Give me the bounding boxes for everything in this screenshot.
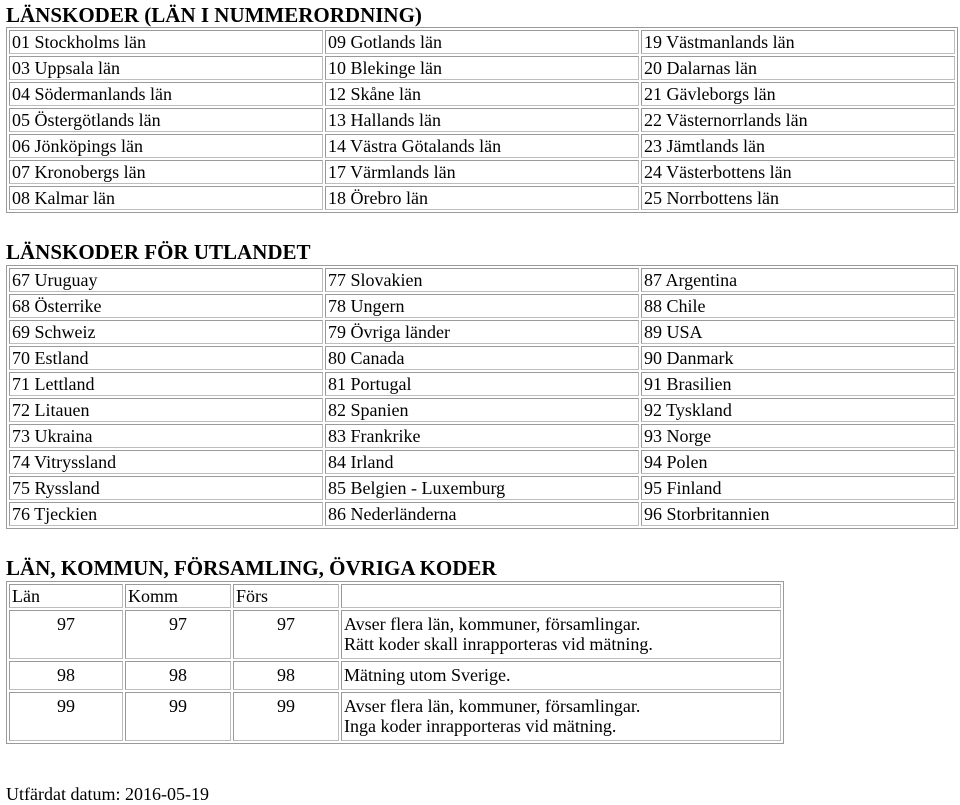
code-cell: 90 Danmark bbox=[641, 346, 955, 370]
code-cell: 94 Polen bbox=[641, 450, 955, 474]
table-row bbox=[9, 82, 955, 106]
code-cell: 96 Storbritannien bbox=[641, 502, 955, 526]
table-row bbox=[9, 502, 955, 526]
table-row bbox=[9, 346, 955, 370]
code-cell: 88 Chile bbox=[641, 294, 955, 318]
table-row bbox=[9, 372, 955, 396]
code-cell: 81 Portugal bbox=[325, 372, 639, 396]
code-cell: 22 Västernorrlands län bbox=[641, 108, 955, 132]
description-line: Mätning utom Sverige. bbox=[344, 665, 511, 685]
description-cell bbox=[341, 661, 781, 690]
description-line: Avser flera län, kommuner, församlingar. bbox=[344, 614, 641, 634]
code-cell: 70 Estland bbox=[9, 346, 323, 370]
table-row bbox=[9, 160, 955, 184]
code-cell: 69 Schweiz bbox=[9, 320, 323, 344]
table-row bbox=[9, 476, 955, 500]
lan-code-cell: 97 bbox=[9, 610, 123, 659]
code-cell: 89 USA bbox=[641, 320, 955, 344]
code-cell: 10 Blekinge län bbox=[325, 56, 639, 80]
other-codes-table bbox=[6, 581, 784, 744]
code-cell: 82 Spanien bbox=[325, 398, 639, 422]
code-cell: 76 Tjeckien bbox=[9, 502, 323, 526]
code-cell: 05 Östergötlands län bbox=[9, 108, 323, 132]
table-row bbox=[9, 692, 781, 741]
column-header: Län bbox=[9, 584, 123, 608]
code-cell: 13 Hallands län bbox=[325, 108, 639, 132]
code-cell: 93 Norge bbox=[641, 424, 955, 448]
column-header: Komm bbox=[125, 584, 231, 608]
description-line: Rätt koder skall inrapporteras vid mätning. bbox=[344, 634, 653, 654]
code-cell: 72 Litauen bbox=[9, 398, 323, 422]
table-row bbox=[9, 398, 955, 422]
code-cell: 85 Belgien - Luxemburg bbox=[325, 476, 639, 500]
code-cell: 83 Frankrike bbox=[325, 424, 639, 448]
code-cell: 07 Kronobergs län bbox=[9, 160, 323, 184]
table-row bbox=[9, 294, 955, 318]
lan-code-cell: 98 bbox=[9, 661, 123, 690]
code-cell: 77 Slovakien bbox=[325, 268, 639, 292]
code-cell: 71 Lettland bbox=[9, 372, 323, 396]
code-cell: 74 Vitryssland bbox=[9, 450, 323, 474]
code-cell: 08 Kalmar län bbox=[9, 186, 323, 210]
code-cell: 21 Gävleborgs län bbox=[641, 82, 955, 106]
code-cell: 03 Uppsala län bbox=[9, 56, 323, 80]
code-cell: 84 Irland bbox=[325, 450, 639, 474]
table-row bbox=[9, 134, 955, 158]
description-line: Inga koder inrapporteras vid mätning. bbox=[344, 716, 617, 736]
code-cell: 79 Övriga länder bbox=[325, 320, 639, 344]
fors-code-cell: 98 bbox=[233, 661, 339, 690]
lan-code-cell: 99 bbox=[9, 692, 123, 741]
table-row bbox=[9, 450, 955, 474]
table-row bbox=[9, 424, 955, 448]
header-row bbox=[9, 584, 781, 608]
table-row bbox=[9, 610, 781, 659]
table-row bbox=[9, 30, 955, 54]
foreign-codes-table bbox=[6, 265, 958, 529]
table-row bbox=[9, 186, 955, 210]
code-cell: 67 Uruguay bbox=[9, 268, 323, 292]
description-line: Avser flera län, kommuner, församlingar. bbox=[344, 696, 641, 716]
code-cell: 20 Dalarnas län bbox=[641, 56, 955, 80]
code-cell: 68 Österrike bbox=[9, 294, 323, 318]
code-cell: 19 Västmanlands län bbox=[641, 30, 955, 54]
komm-code-cell: 98 bbox=[125, 661, 231, 690]
table-row bbox=[9, 320, 955, 344]
komm-code-cell: 99 bbox=[125, 692, 231, 741]
code-cell: 73 Ukraina bbox=[9, 424, 323, 448]
code-cell: 04 Södermanlands län bbox=[9, 82, 323, 106]
code-cell: 14 Västra Götalands län bbox=[325, 134, 639, 158]
code-cell: 87 Argentina bbox=[641, 268, 955, 292]
fors-code-cell: 97 bbox=[233, 610, 339, 659]
komm-code-cell: 97 bbox=[125, 610, 231, 659]
code-cell: 17 Värmlands län bbox=[325, 160, 639, 184]
description-cell bbox=[341, 692, 781, 741]
code-cell: 09 Gotlands län bbox=[325, 30, 639, 54]
code-cell: 80 Canada bbox=[325, 346, 639, 370]
column-header: Förs bbox=[233, 584, 339, 608]
code-cell: 01 Stockholms län bbox=[9, 30, 323, 54]
table-row bbox=[9, 56, 955, 80]
code-cell: 18 Örebro län bbox=[325, 186, 639, 210]
code-cell: 06 Jönköpings län bbox=[9, 134, 323, 158]
description-cell bbox=[341, 610, 781, 659]
page-title: LÄNSKODER (LÄN I NUMMERORDNING) bbox=[6, 3, 422, 27]
foreign-codes-title: LÄNSKODER FÖR UTLANDET bbox=[6, 240, 311, 264]
issued-date: Utfärdat datum: 2016-05-19 bbox=[6, 784, 209, 804]
other-codes-title: LÄN, KOMMUN, FÖRSAMLING, ÖVRIGA KODER bbox=[6, 556, 497, 580]
column-header bbox=[341, 584, 781, 608]
fors-code-cell: 99 bbox=[233, 692, 339, 741]
code-cell: 91 Brasilien bbox=[641, 372, 955, 396]
table-row bbox=[9, 268, 955, 292]
table-row bbox=[9, 661, 781, 690]
table-row bbox=[9, 108, 955, 132]
code-cell: 23 Jämtlands län bbox=[641, 134, 955, 158]
code-cell: 86 Nederländerna bbox=[325, 502, 639, 526]
code-cell: 78 Ungern bbox=[325, 294, 639, 318]
code-cell: 25 Norrbottens län bbox=[641, 186, 955, 210]
county-codes-table bbox=[6, 27, 958, 213]
code-cell: 12 Skåne län bbox=[325, 82, 639, 106]
code-cell: 95 Finland bbox=[641, 476, 955, 500]
code-cell: 92 Tyskland bbox=[641, 398, 955, 422]
code-cell: 75 Ryssland bbox=[9, 476, 323, 500]
code-cell: 24 Västerbottens län bbox=[641, 160, 955, 184]
